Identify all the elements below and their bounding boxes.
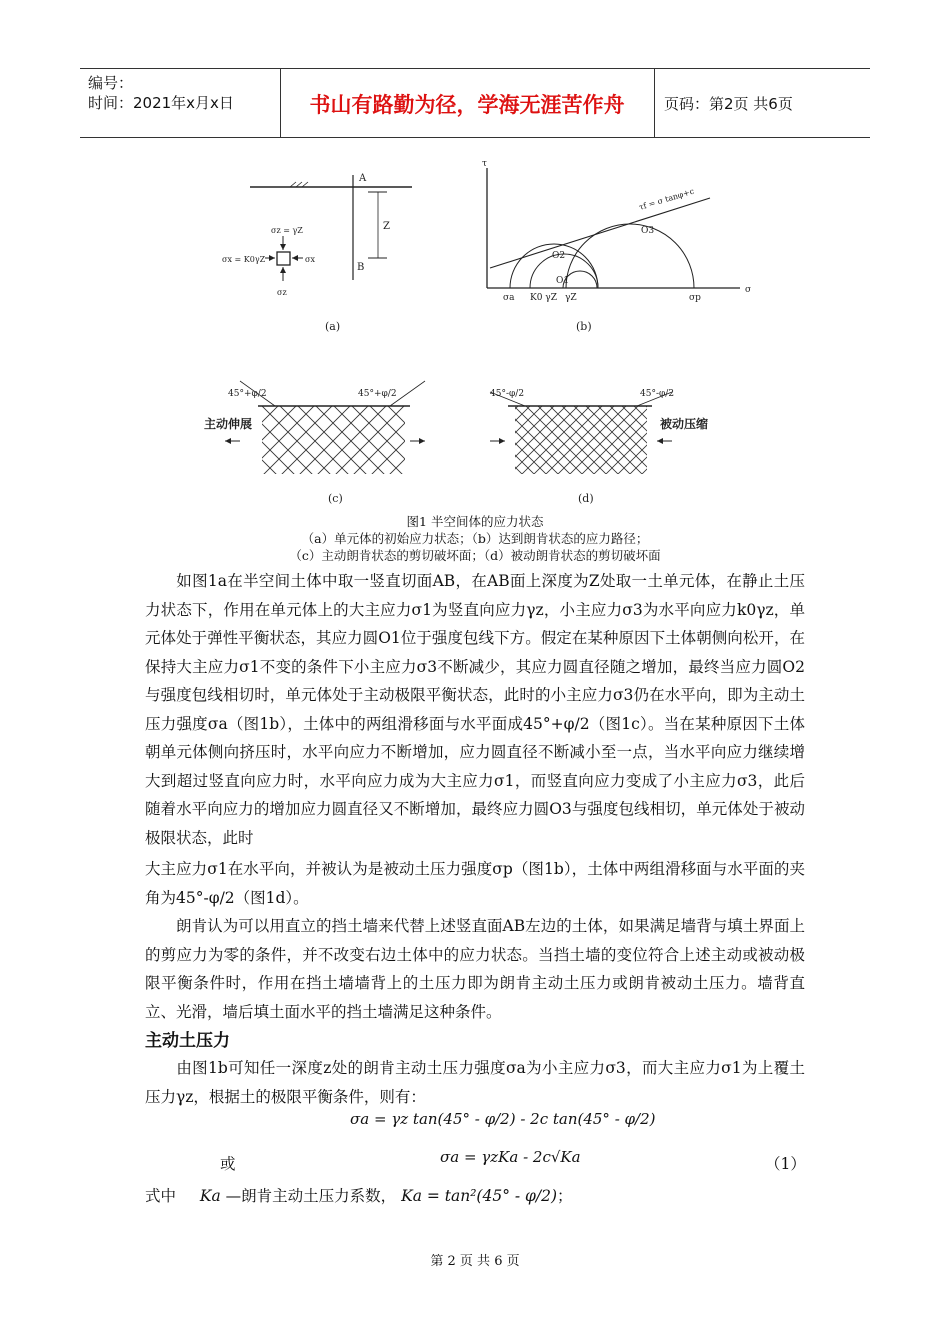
sigma-z-label: σz = γZ xyxy=(271,226,303,235)
figure-title: 图1 半空间体的应力状态 xyxy=(406,514,544,529)
angle-c-left: 45°+φ/2 xyxy=(228,389,267,399)
k0-label: K0 γZ xyxy=(530,293,557,303)
figure-c xyxy=(204,381,425,505)
paragraph-1: 如图1a在半空间土体中取一竖直切面AB，在AB面上深度为Z处取一土单元体，在静止土压力状态下，作用在单元体上的大主应力σ1为竖直向应力γz，小主应力σ3为水平向应力k0γz，单元体处于弹性平衡状态，其应力圆O1位于强度包线下方。假定在某种原因下土体朝侧向松开，在保持大主应力σ1不变的条件下小主应力σ3不断减少，其应力圆直径随之增加，最终当应力圆O2与强度包线相切时，单元体处于主动极限平衡状态，此时的小主应力σ3仍在水平向，即为主动土压力强度σa（图1b），土体中的两组滑移面与水平面成45°+φ/2（图1c）。当在某种原因下土体朝单元体侧向挤压时，水平向应力不断增加，应力圆直径不断减小至一点，当水平向应力继续增大到超过竖直向应力时，水平向应力成为大主应力σ1，而竖直向应力变成了小主应力σ3，此后随着水平向应力的增加应力圆直径又不断增加，最终应力圆O3与强度包线相切，单元体处于被动极限状态，此时 xyxy=(145,572,805,847)
caption-b: (b) xyxy=(576,320,592,333)
where-ka: Ka xyxy=(199,1187,221,1205)
where-text: —朗肯主动土压力系数， xyxy=(225,1187,397,1205)
gz-label: γZ xyxy=(565,293,577,303)
where-eq: Ka = tan²(45° - φ/2) xyxy=(401,1187,558,1205)
where-prefix: 式中 xyxy=(145,1187,177,1205)
section-heading-active: 主动土压力 xyxy=(145,1031,230,1051)
equation-number: （1） xyxy=(765,1155,806,1173)
figure-d xyxy=(490,389,708,505)
angle-d-left: 45°-φ/2 xyxy=(490,389,525,399)
tau-label: τ xyxy=(482,159,487,169)
paragraph-3: 由图1b可知任一深度z处的朗肯主动土压力强度σa为小主应力σ3，而大主应力σ1为上覆土压力γz，根据土的极限平衡条件，则有： xyxy=(145,1059,805,1106)
page-footer: 第 2 页 共 6 页 xyxy=(430,1254,520,1269)
figure-b xyxy=(482,159,751,333)
figure-1 xyxy=(0,0,950,520)
or-label: 或 xyxy=(220,1155,236,1173)
envelope-label: τf = σ tanφ+c xyxy=(637,186,696,212)
passive-compression-label: 被动压缩 xyxy=(660,417,709,431)
figure-subcaption-1: （a）单元体的初始应力状态；（b）达到朗肯状态的应力路径； xyxy=(301,531,649,546)
sigma-x-right-label: σx xyxy=(305,255,315,264)
equation-2: σa = γzKa - 2c√Ka xyxy=(440,1148,581,1166)
time-label: 时间：2021年x月x日 xyxy=(88,94,234,112)
sigma-x-label: σx = K0γZ xyxy=(222,255,266,264)
header-motto: 书山有路勤为径，学海无涯苦作舟 xyxy=(309,93,625,117)
label-b: B xyxy=(357,262,365,273)
label-z: Z xyxy=(383,221,390,232)
label-a: A xyxy=(359,173,367,184)
equation-1: σa = γz tan(45° - φ/2) - 2c tan(45° - φ/2) xyxy=(350,1110,656,1128)
paragraph-1b: 大主应力σ1在水平向，并被认为是被动土压力强度σp（图1b），土体中两组滑移面与水平面的夹角为45°-φ/2（图1d）。 xyxy=(145,860,805,907)
paragraph-2: 朗肯认为可以用直立的挡土墙来代替上述竖直面AB左边的土体，如果满足墙背与填土界面上的剪应力为零的条件，并不改变右边土体中的应力状态。当挡土墙的变位符合上述主动或被动极限平衡条件时，作用在挡土墙墙背上的土压力即为朗肯主动土压力或朗肯被动土压力。墙背直立、光滑，墙后填土面水平的挡土墙满足这种条件。 xyxy=(145,917,805,1021)
sigma-z-bottom-label: σz xyxy=(277,288,287,297)
caption-a: (a) xyxy=(325,320,341,333)
number-label: 编号： xyxy=(88,74,134,92)
angle-c-right: 45°+φ/2 xyxy=(358,389,397,399)
o1-label: O1 xyxy=(556,276,570,286)
where-end: ； xyxy=(557,1187,573,1205)
sigma-a-label: σa xyxy=(503,293,515,303)
figure-a xyxy=(222,173,412,333)
o3-label: O3 xyxy=(641,226,655,236)
sigma-p-label: σp xyxy=(689,293,701,303)
caption-c: (c) xyxy=(328,492,343,505)
page-label: 页码：第2页 共6页 xyxy=(664,95,793,113)
where-line xyxy=(145,1182,805,1211)
o2-label: O2 xyxy=(552,251,566,261)
figure-subcaption-2: （c）主动朗肯状态的剪切破坏面；（d）被动朗肯状态的剪切破坏面 xyxy=(289,548,661,563)
sigma-axis-label: σ xyxy=(745,285,752,295)
angle-d-right: 45°-φ/2 xyxy=(640,389,675,399)
caption-d: (d) xyxy=(578,492,594,505)
active-extension-label: 主动伸展 xyxy=(204,417,253,431)
